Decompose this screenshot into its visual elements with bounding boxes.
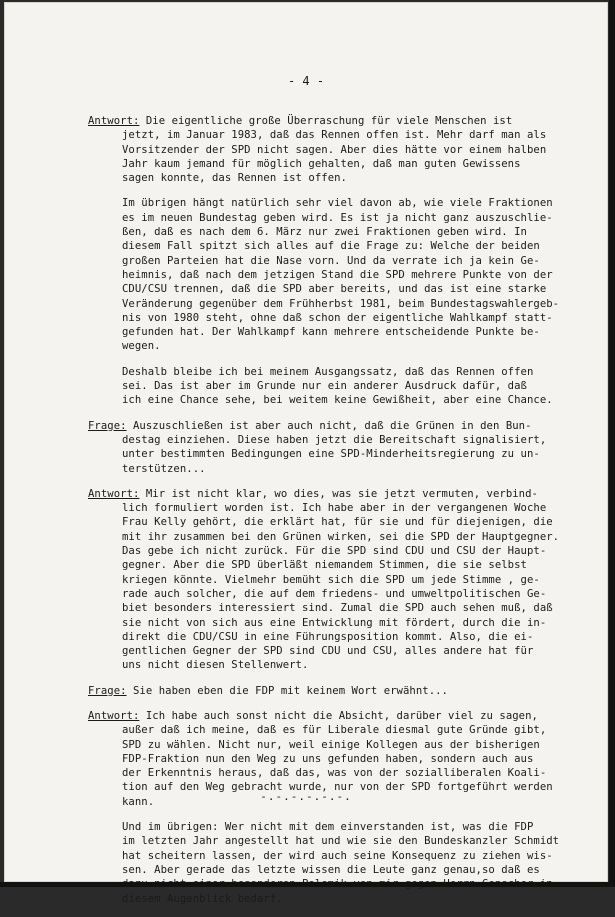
line-text: sie nicht von sich aus eine Entwicklung mit fördert, durch die in-: [122, 617, 546, 629]
speaker-label: Frage:: [88, 685, 127, 697]
text-line: [88, 462, 588, 476]
document-page: [4, 2, 608, 882]
text-line: [88, 143, 588, 157]
text-line: [88, 128, 588, 142]
line-text: FDP-Fraktion nun den Weg zu uns gefunden haben, sondern auch aus: [122, 753, 533, 765]
line-text: Frau Kelly gehört, die erklärt hat, für sie und für diejenigen, die: [122, 516, 553, 528]
speaker-label: Frage:: [88, 420, 127, 432]
line-text: im letzten Jahr angestellt hat und wie sie den Bundeskanzler Schmidt: [122, 835, 559, 847]
text-line: [122, 225, 588, 239]
line-text: wegen.: [122, 340, 161, 352]
text-line: [88, 752, 588, 766]
line-text: Und im übrigen: Wer nicht mit dem einverstanden ist, was die FDP: [122, 821, 533, 833]
line-text: kann.: [122, 796, 154, 808]
line-text: gegner. Aber die SPD überläßt niemandem Stimmen, die sie selbst: [122, 559, 527, 571]
text-line: [88, 709, 588, 723]
text-line: [122, 849, 588, 863]
text-line: [122, 820, 588, 834]
text-line: [88, 515, 588, 529]
line-text: ich eine Chance sehe, bei weitem keine Gewißheit, aber eine Chance.: [122, 394, 553, 406]
scan-edge-bottom: [0, 882, 615, 887]
text-line: [122, 254, 588, 268]
line-text: der Erkenntnis heraus, daß das, was von der sozialliberalen Koali-: [122, 767, 546, 779]
line-text: sen. Aber gerade das letzte wissen die Leute ganz genau,so daß es: [122, 864, 540, 876]
line-text: Das gebe ich nicht zurück. Für die SPD sind CDU und CSU der Haupt-: [122, 545, 546, 557]
text-line: [88, 684, 588, 698]
line-text: CDU/CSU trennen, daß die SPD aber bereits, und das ist eine starke: [122, 283, 546, 295]
paragraph: [88, 820, 588, 906]
text-line: [122, 239, 588, 253]
text-line: [88, 723, 588, 737]
text-line: [122, 892, 588, 906]
text-line: [122, 834, 588, 848]
line-text: ßen, daß es nach dem 6. März nur zwei Fraktionen geben wird. In: [122, 226, 527, 238]
line-text: Sie haben eben die FDP mit keinem Wort erwähnt...: [127, 685, 448, 697]
text-line: [88, 501, 588, 515]
line-text: Veränderung gegenüber dem Frühherbst 1981, beim Bundestagswahlergeb-: [122, 298, 559, 310]
line-text: lich formuliert worden ist. Ich habe aber in der vergangenen Woche: [122, 502, 546, 514]
line-text: nis von 1980 steht, ohne daß schon der eigentliche Wahlkampf statt-: [122, 312, 553, 324]
closing-mark: -.-.-.-.-.-.: [4, 790, 608, 803]
text-line: [88, 766, 588, 780]
text-line: [122, 196, 588, 210]
text-line: [122, 339, 588, 353]
text-line: [88, 573, 588, 587]
line-text: sei. Das ist aber im Grunde nur ein anderer Ausdruck dafür, daß: [122, 380, 527, 392]
line-text: mit ihr zusammen bei den Grünen wirken, sei die SPD der Hauptgegner.: [122, 531, 559, 543]
paragraph: [88, 365, 588, 408]
text-line: [122, 365, 588, 379]
text-line: [88, 630, 588, 644]
line-text: Mir ist nicht klar, wo dies, was sie jetzt vermuten, verbind-: [139, 488, 538, 500]
line-text: Die eigentliche große Überraschung für viele Menschen ist: [139, 115, 512, 127]
text-line: [122, 325, 588, 339]
paragraph: [88, 684, 588, 698]
speaker-label: Antwort:: [88, 710, 139, 722]
text-line: [88, 658, 588, 672]
text-line: [88, 738, 588, 752]
text-line: [122, 282, 588, 296]
line-text: Deshalb bleibe ich bei meinem Ausgangssatz, daß das Rennen offen: [122, 366, 533, 378]
text-line: [122, 379, 588, 393]
line-text: dazu nicht einer besonderen Polemik von mir gegen Herrn Genscher in: [122, 878, 553, 890]
line-text: SPD zu wählen. Nicht nur, weil einige Kollegen aus der bisherigen: [122, 739, 540, 751]
line-text: diesem Augenblick bedarf.: [122, 893, 283, 905]
line-text: diesem Fall spitzt sich alles auf die Frage zu: Welche der beiden: [122, 240, 540, 252]
text-line: [122, 268, 588, 282]
line-text: rade auch solcher, die auf dem friedens- und umweltpolitischen Ge-: [122, 588, 546, 600]
text-line: [88, 171, 588, 185]
text-line: [122, 393, 588, 407]
text-line: [122, 211, 588, 225]
text-line: [88, 558, 588, 572]
line-text: heimnis, daß nach dem jetzigen Stand die SPD mehrere Punkte von der: [122, 269, 553, 281]
paragraph: [88, 114, 588, 185]
text-line: [122, 311, 588, 325]
line-text: destag einziehen. Diese haben jetzt die Bereitschaft signalisiert,: [122, 434, 546, 446]
text-line: [88, 616, 588, 630]
line-text: biet besonders interessiert sind. Zumal die SPD auch sehen muß, daß: [122, 602, 553, 614]
line-text: uns nicht diesen Stellenwert.: [122, 659, 308, 671]
line-text: Vorsitzender der SPD nicht sagen. Aber dies hätte vor einem halben: [122, 144, 546, 156]
line-text: es im neuen Bundestag geben wird. Es ist ja nicht ganz auszuschlie-: [122, 212, 553, 224]
line-text: außer daß ich meine, daß es für Liberale diesmal gute Gründe gibt,: [122, 724, 546, 736]
speaker-label: Antwort:: [88, 115, 139, 127]
text-line: [88, 601, 588, 615]
page-number: - 4 -: [4, 74, 608, 88]
text-line: [122, 863, 588, 877]
text-line: [88, 487, 588, 501]
text-line: [88, 644, 588, 658]
line-text: Jahr kaum jemand für möglich gehalten, daß man guten Gewissens: [122, 158, 521, 170]
line-text: Im übrigen hängt natürlich sehr viel davon ab, wie viele Fraktionen: [122, 197, 553, 209]
text-line: [88, 587, 588, 601]
line-text: großen Parteien hat die Nase vorn. Und da verrate ich ja kein Ge-: [122, 255, 540, 267]
line-text: tion auf den Weg gebracht wurde, nur von der SPD fortgeführt werden: [122, 781, 553, 793]
scan-edge-right: [609, 0, 615, 887]
paragraph: [88, 487, 588, 673]
line-text: Auszuschließen ist aber auch nicht, daß die Grünen in den Bun-: [127, 420, 532, 432]
text-line: [88, 157, 588, 171]
line-text: sagen konnte, das Rennen ist offen.: [122, 172, 347, 184]
line-text: kriegen könnte. Vielmehr bemüht sich die SPD um jede Stimme , ge-: [122, 574, 540, 586]
text-line: [88, 447, 588, 461]
paragraph: [88, 196, 588, 353]
line-text: terstützen...: [122, 463, 206, 475]
paragraph: [88, 419, 588, 476]
line-text: direkt die CDU/CSU in eine Führungsposition kommt. Also, die ei-: [122, 631, 533, 643]
line-text: unter bestimmten Bedingungen eine SPD-Minderheitsregierung zu un-: [122, 448, 540, 460]
speaker-label: Antwort:: [88, 488, 139, 500]
text-line: [88, 544, 588, 558]
line-text: jetzt, im Januar 1983, daß das Rennen offen ist. Mehr darf man als: [122, 129, 546, 141]
line-text: gefunden hat. Der Wahlkampf kann mehrere entscheidende Punkte be-: [122, 326, 540, 338]
line-text: hat scheitern lassen, der wird auch seine Konsequenz zu ziehen wis-: [122, 850, 553, 862]
line-text: gentlichen Gegner der SPD sind CDU und CSU, alles andere hat für: [122, 645, 533, 657]
text-line: [88, 530, 588, 544]
text-line: [88, 419, 588, 433]
text-line: [122, 297, 588, 311]
text-line: [88, 433, 588, 447]
line-text: Ich habe auch sonst nicht die Absicht, darüber viel zu sagen,: [139, 710, 538, 722]
text-line: [88, 114, 588, 128]
